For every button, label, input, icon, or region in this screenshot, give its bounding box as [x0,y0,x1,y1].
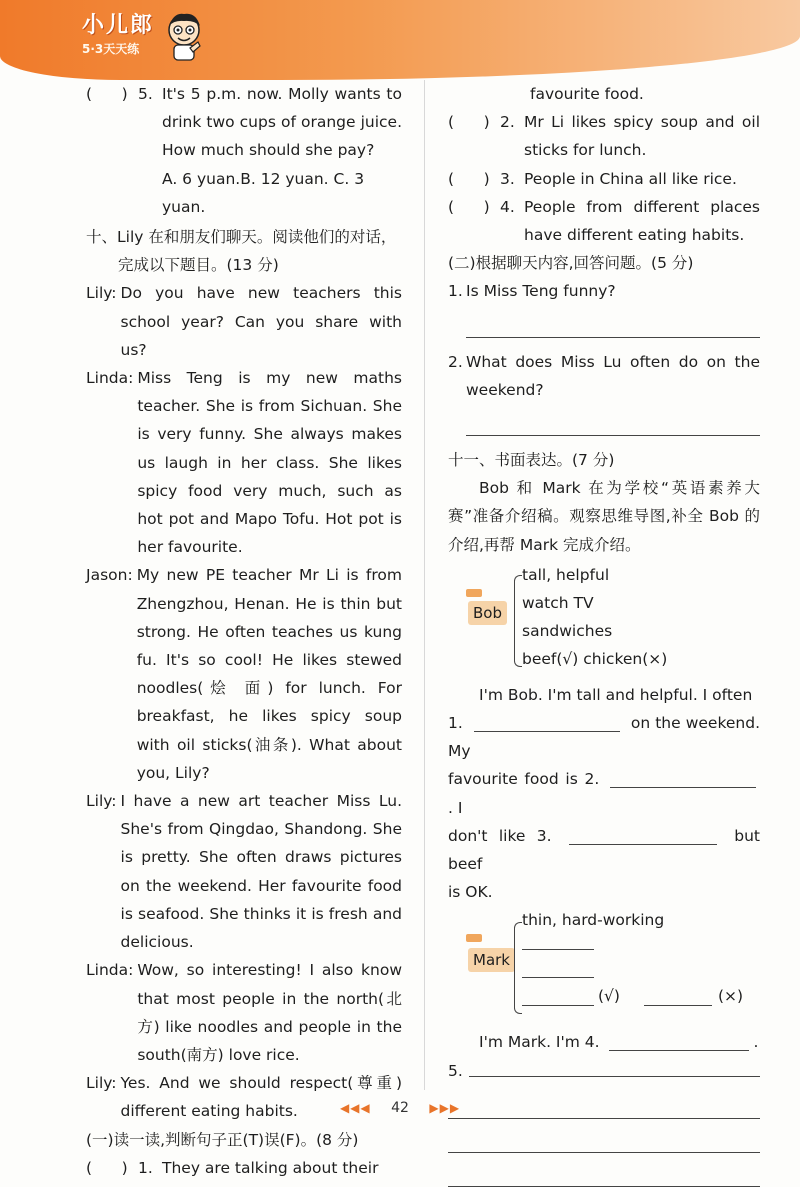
bob-text: on the weekend. My [448,714,760,761]
section-10-title: 十、Lily 在和朋友们聊天。阅读他们的对话，完成以下题目。(13 分) [86,228,397,275]
question-text: They are talking about their [162,1158,379,1177]
mind-map-node-mark: Mark [468,948,515,972]
part-1-title: (一)读一读,判断句子正(T)误(F)。(8 分) [86,1130,359,1149]
bob-text-line: I'm Bob. I'm tall and helpful. I often [479,685,753,704]
qa-question-1 [448,277,760,305]
bob-introduction [448,681,760,907]
dialogue-line [86,561,402,787]
blank-number: 1. [448,714,463,733]
speech: Do you have new teachers this school year? Can you share with us? [120,284,402,359]
question-text: What does Miss Lu often do on the weekend? [466,352,760,399]
mind-map-bracket [514,575,522,667]
tf-question-2 [448,108,760,164]
mark-text-line [448,1028,760,1056]
question-number: 4. [500,197,515,216]
mind-map-blank[interactable] [522,988,594,1006]
mind-map-node-bob: Bob [468,601,507,625]
section-11-intro: Bob 和 Mark 在为学校“英语素养大赛”准备介绍稿。观察思维导图,补全 Bob 的介绍,再帮 Mark 完成介绍。 [448,479,760,554]
bob-text-line [448,765,760,821]
mind-map-leaf: beef(√) chicken(×) [522,649,668,668]
answer-line-2[interactable] [466,408,760,436]
question-number: 2. [500,113,515,132]
mark-text-line [448,1057,760,1085]
mind-map-bracket [514,922,522,1014]
question-number: 1. [138,1158,153,1177]
dialogue-line [86,956,402,1069]
dialogue-line [86,279,402,364]
tf-question-4 [448,193,760,249]
question-text: Mr Li likes spicy soup and oil sticks for lunch. [524,113,760,160]
question-number: 1. [448,282,463,301]
answer-line-1[interactable] [466,310,760,338]
blank-1[interactable] [474,712,620,732]
tf-question-1-continued: favourite food. [530,85,644,103]
bob-text-line: is OK. [448,883,493,902]
dialogue-line [86,364,402,561]
dialogue-line [86,1069,402,1125]
mind-map-blank[interactable] [644,988,712,1006]
column-divider [424,80,425,1090]
bob-text: . I [448,798,463,817]
speech: Yes. And we should respect(尊重) different eating habits. [120,1074,402,1121]
logo-sub-text: 5·3天天练 [82,42,140,56]
logo-main-text: 小儿郎 [82,13,155,38]
left-arrows-icon: ◀◀◀ [339,1101,371,1115]
speaker: Lily: [86,284,117,303]
answer-paren[interactable]: ( ) [448,197,490,216]
question-text: People in China all like rice. [524,169,737,188]
page-footer [0,1100,800,1116]
graduation-cap-icon [466,589,482,597]
question-text: Is Miss Teng funny? [466,282,616,301]
tf-question-1 [86,1154,402,1182]
mind-map-blank[interactable] [522,960,594,978]
blank-4[interactable] [609,1031,749,1051]
dialogue [86,279,402,1125]
answer-paren[interactable]: ( ) [448,169,490,188]
tf-question-3 [448,165,760,193]
speech: My new PE teacher Mr Li is from Zhengzhou, Henan. He is thin but strong. He often teaches us kung fu. It's so cool! He likes stewed noodles(烩 面) for lunch. For breakfast, he likes spicy soup with oil sticks(油条). What about you, Lily? [136,566,402,782]
mind-map-check-mark: (√) [598,987,620,1006]
section-11-title: 十一、书面表达。(7 分) [448,451,615,470]
speaker: Jason: [86,566,133,585]
speaker: Lily: [86,1074,117,1093]
speech: Wow, so interesting! I also know that most people in the north(北方) like noodles and people in the south(南方) love rice. [137,961,402,1064]
bob-text-line [448,822,760,878]
blank-5[interactable] [469,1057,760,1077]
bob-text: favourite food is 2. [448,770,600,789]
bob-text-line [448,709,760,765]
speaker: Linda: [86,961,134,980]
page-number: 42 [391,1100,409,1116]
page-header [0,0,800,80]
dialogue-line [86,787,402,956]
graduation-cap-icon [466,934,482,942]
blank-number: 5. [448,1061,463,1080]
question-number: 3. [500,169,515,188]
speaker: Linda: [86,369,134,388]
left-column [86,80,402,1182]
blank-3[interactable] [569,825,717,845]
mark-text: . [753,1033,759,1052]
bob-text: but beef [448,826,761,874]
answer-paren[interactable]: ( ) [86,1158,128,1177]
right-arrows-icon: ▶▶▶ [429,1101,461,1115]
question-options: A. 6 yuan.B. 12 yuan. C. 3 yuan. [162,169,365,216]
mark-text: I'm Mark. I'm 4. [479,1033,600,1052]
question-number: 5. [138,85,153,103]
question-text: People from different places have different eating habits. [524,197,760,245]
mind-map-leaf: tall, helpful [522,565,610,584]
mind-map-leaf: watch TV [522,593,594,612]
writing-line[interactable] [448,1153,760,1187]
right-column [448,80,760,1187]
mind-map-leaf: thin, hard-working [522,911,665,930]
brand-logo [82,8,154,57]
question-text: It's 5 p.m. now. Molly wants to drink two cups of orange juice. How much should she pay? [162,85,402,160]
mind-map-leaf: sandwiches [522,621,613,640]
mind-map-cross-mark: (×) [718,987,744,1006]
blank-2[interactable] [610,768,756,788]
mind-map-blank[interactable] [522,932,594,950]
boy-mascot-icon [160,8,208,64]
qa-question-2 [448,348,760,404]
question-number: 2. [448,352,463,371]
writing-line[interactable] [448,1119,760,1153]
speaker: Lily: [86,792,117,811]
part-2-title: (二)根据聊天内容,回答问题。(5 分) [448,254,694,273]
bob-text: don't like 3. [448,826,552,845]
speech: Miss Teng is my new maths teacher. She is from Sichuan. She is very funny. She always makes us laugh in her class. She likes spicy food very much, such as hot pot and Mapo Tofu. Hot pot is her favourite. [137,369,402,557]
question-5 [86,80,402,165]
speech: I have a new art teacher Miss Lu. She's from Qingdao, Shandong. She is pretty. She often draws pictures on the weekend. Her favourite food is seafood. She thinks it is fresh and delicious. [120,792,402,952]
mark-mind-map [448,912,760,1024]
bob-mind-map [448,565,760,677]
answer-paren[interactable]: ( ) [448,113,490,132]
answer-paren[interactable]: ( ) [86,85,128,103]
